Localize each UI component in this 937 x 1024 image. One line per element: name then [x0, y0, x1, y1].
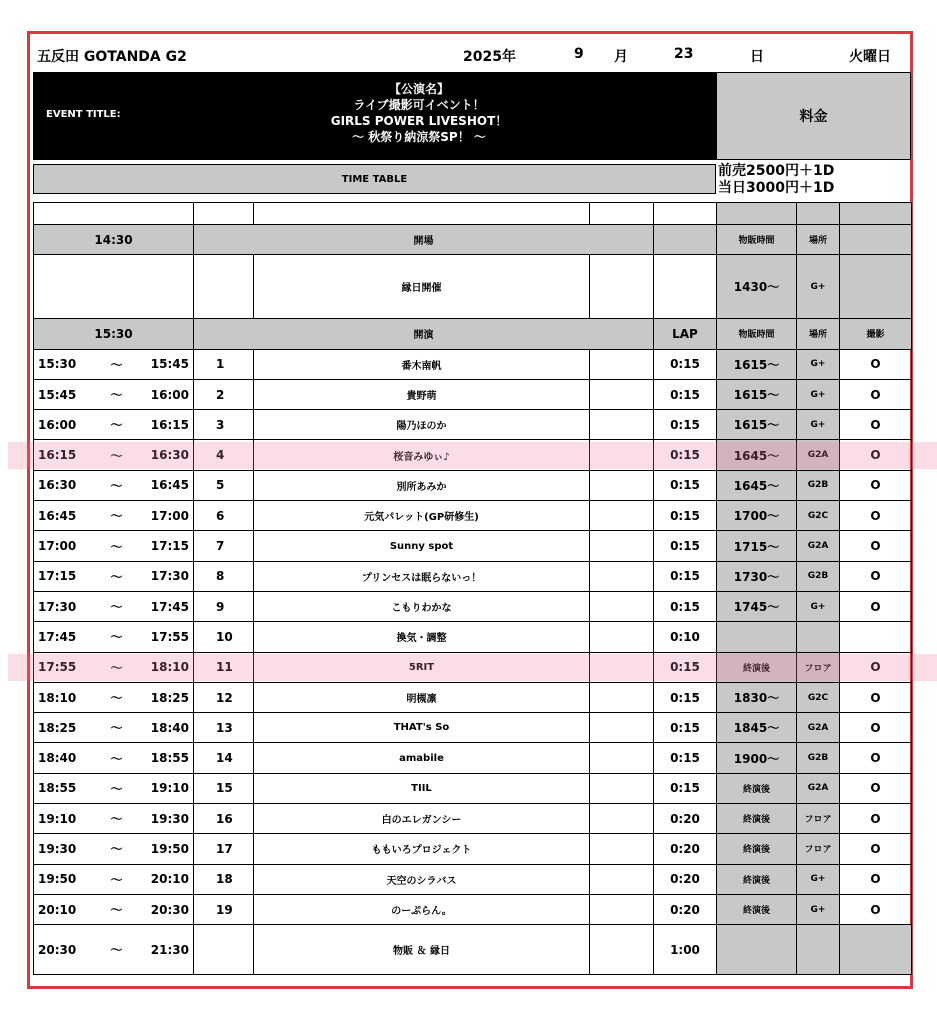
photo-allowed: O: [840, 743, 912, 773]
lap-time: 0:15: [654, 591, 717, 621]
blank-cell: [194, 925, 254, 975]
merch-time: 1830～: [717, 682, 797, 712]
performer-name: 陽乃ほのか: [254, 410, 590, 440]
ennichi-place: G+: [797, 255, 840, 319]
photo-allowed: [840, 622, 912, 652]
photo-allowed: O: [840, 591, 912, 621]
doors-open-time: 14:30: [34, 225, 194, 255]
photo-header: 撮影: [840, 319, 912, 349]
slot-number: 16: [194, 804, 254, 834]
start-time: 19:50: [34, 864, 98, 894]
tilde: ～: [98, 622, 136, 652]
performer-name: こもりわかな: [254, 591, 590, 621]
lap-time: 0:20: [654, 834, 717, 864]
merch-place: G2A: [797, 531, 840, 561]
tilde: ～: [98, 349, 136, 379]
schedule-table: [33, 202, 912, 975]
tilde: ～: [98, 379, 136, 409]
place-header: 場所: [797, 225, 840, 255]
merch-time-header: 物販時間: [717, 319, 797, 349]
spacer-row: [34, 203, 912, 225]
blank-cell: [590, 804, 654, 834]
merch-place: G2C: [797, 682, 840, 712]
performer-name: 白のエレガンシー: [254, 804, 590, 834]
start-time: 16:00: [34, 410, 98, 440]
start-time: 19:30: [34, 834, 98, 864]
day-label: 日: [750, 49, 764, 65]
merch-place: フロア: [797, 804, 840, 834]
tilde: ～: [98, 501, 136, 531]
tilde: ～: [98, 440, 136, 470]
tilde: ～: [98, 743, 136, 773]
merch-time: 終演後: [717, 804, 797, 834]
photo-allowed: O: [840, 501, 912, 531]
photo-allowed: O: [840, 470, 912, 500]
event-title: [194, 81, 644, 145]
lap-time: 0:15: [654, 561, 717, 591]
slot-number: 14: [194, 743, 254, 773]
performer-name: 元気パレット(GP研修生): [254, 501, 590, 531]
performer-name: THAT's So: [254, 713, 590, 743]
performer-name: TIIL: [254, 773, 590, 803]
merch-place: G2B: [797, 561, 840, 591]
end-time: 19:30: [136, 804, 194, 834]
final-row: [34, 925, 912, 975]
start-time: 15:45: [34, 379, 98, 409]
slot-number: 11: [194, 652, 254, 682]
slot-number: 8: [194, 561, 254, 591]
merch-time: 1900～: [717, 743, 797, 773]
schedule-row: [34, 349, 912, 379]
schedule-row: [34, 652, 912, 682]
doors-open-row: [34, 225, 912, 255]
lap-time: 0:20: [654, 804, 717, 834]
start-time: 18:55: [34, 773, 98, 803]
start-time: 15:30: [34, 349, 98, 379]
end-time: 21:30: [136, 925, 194, 975]
slot-number: 7: [194, 531, 254, 561]
event-title-line: 【公演名】: [388, 82, 449, 96]
merch-place: G+: [797, 591, 840, 621]
photo-allowed: O: [840, 864, 912, 894]
blank-cell: [590, 410, 654, 440]
merch-place: フロア: [797, 652, 840, 682]
performer-name: 明槻凛: [254, 682, 590, 712]
weekday-label: 火曜日: [849, 49, 891, 65]
event-title-line: GIRLS POWER LIVESHOT！: [330, 114, 508, 128]
performer-name: 換気・調整: [254, 622, 590, 652]
blank-cell: [717, 925, 797, 975]
merch-time: 1615～: [717, 349, 797, 379]
merch-time: 終演後: [717, 894, 797, 924]
end-time: 17:55: [136, 622, 194, 652]
schedule-row: [34, 622, 912, 652]
merch-place: G2C: [797, 501, 840, 531]
schedule-row: [34, 713, 912, 743]
blank-cell: [590, 864, 654, 894]
lap-time: 0:15: [654, 773, 717, 803]
blank-cell: [590, 349, 654, 379]
slot-number: 12: [194, 682, 254, 712]
merch-place: G2A: [797, 440, 840, 470]
performer-name: 桜音みゆぃ♪: [254, 440, 590, 470]
month-number: 9: [574, 46, 584, 62]
slot-number: 3: [194, 410, 254, 440]
schedule-row: [34, 773, 912, 803]
start-time: 16:30: [34, 470, 98, 500]
blank-cell: [590, 834, 654, 864]
venue-name: 五反田 GOTANDA G2: [37, 49, 187, 65]
photo-allowed: O: [840, 834, 912, 864]
tilde: ～: [98, 652, 136, 682]
merch-time: 終演後: [717, 773, 797, 803]
start-time: 16:45: [34, 501, 98, 531]
tilde: ～: [98, 682, 136, 712]
photo-allowed: O: [840, 440, 912, 470]
performer-name: 貴野萌: [254, 379, 590, 409]
performer-name: のーぷらん。: [254, 894, 590, 924]
tilde: ～: [98, 773, 136, 803]
merch-place: G2A: [797, 713, 840, 743]
tilde: ～: [98, 864, 136, 894]
slot-number: 5: [194, 470, 254, 500]
schedule-row: [34, 470, 912, 500]
schedule-row: [34, 379, 912, 409]
performer-name: Sunny spot: [254, 531, 590, 561]
merch-place: G2A: [797, 773, 840, 803]
performer-name: 別所あみか: [254, 470, 590, 500]
slot-number: 4: [194, 440, 254, 470]
slot-number: 2: [194, 379, 254, 409]
schedule-row: [34, 682, 912, 712]
merch-time: 1615～: [717, 379, 797, 409]
photo-allowed: O: [840, 531, 912, 561]
photo-allowed: O: [840, 894, 912, 924]
performer-name: 番木南帆: [254, 349, 590, 379]
performer-name: 5RIT: [254, 652, 590, 682]
schedule-row: [34, 531, 912, 561]
photo-allowed: O: [840, 804, 912, 834]
lap-header: LAP: [654, 319, 717, 349]
photo-allowed: O: [840, 379, 912, 409]
lap-time: 0:15: [654, 652, 717, 682]
slot-number: 9: [194, 591, 254, 621]
ennichi-row: [34, 255, 912, 319]
slot-number: 15: [194, 773, 254, 803]
blank-cell: [590, 501, 654, 531]
slot-number: 17: [194, 834, 254, 864]
blank-cell: [797, 925, 840, 975]
lap-time: 0:20: [654, 894, 717, 924]
photo-allowed: O: [840, 713, 912, 743]
end-time: 17:15: [136, 531, 194, 561]
timetable-sheet: [33, 37, 911, 985]
schedule-row: [34, 864, 912, 894]
end-time: 17:45: [136, 591, 194, 621]
final-label: 物販 ＆ 縁日: [254, 925, 590, 975]
tilde: ～: [98, 925, 136, 975]
year-label: 2025年: [463, 49, 516, 65]
date-header: [33, 37, 911, 72]
photo-allowed: O: [840, 682, 912, 712]
schedule-row: [34, 743, 912, 773]
performer-name: ももいろプロジェクト: [254, 834, 590, 864]
start-time: 18:10: [34, 682, 98, 712]
tilde: ～: [98, 470, 136, 500]
day-number: 23: [674, 46, 694, 62]
tilde: ～: [98, 531, 136, 561]
start-time: 17:15: [34, 561, 98, 591]
blank-cell: [590, 713, 654, 743]
end-time: 18:25: [136, 682, 194, 712]
merch-place: G+: [797, 410, 840, 440]
start-time: 20:30: [34, 925, 98, 975]
schedule-row: [34, 591, 912, 621]
merch-time: 1615～: [717, 410, 797, 440]
lap-time: 0:15: [654, 440, 717, 470]
performer-name: 天空のシラバス: [254, 864, 590, 894]
schedule-row: [34, 804, 912, 834]
end-time: 18:55: [136, 743, 194, 773]
start-time: 17:55: [34, 652, 98, 682]
performer-name: プリンセスは眠らないっ！: [254, 561, 590, 591]
tilde: ～: [98, 591, 136, 621]
merch-time: 1645～: [717, 470, 797, 500]
end-time: 20:10: [136, 864, 194, 894]
start-time: 17:45: [34, 622, 98, 652]
lap-time: 0:15: [654, 379, 717, 409]
blank-cell: [590, 743, 654, 773]
show-start-row: [34, 319, 912, 349]
merch-time: 終演後: [717, 834, 797, 864]
end-time: 18:40: [136, 713, 194, 743]
slot-number: 18: [194, 864, 254, 894]
merch-time-header: 物販時間: [717, 225, 797, 255]
merch-place: G+: [797, 349, 840, 379]
merch-time: 終演後: [717, 652, 797, 682]
blank-cell: [590, 440, 654, 470]
lap-time: 0:15: [654, 410, 717, 440]
blank-cell: [590, 894, 654, 924]
merch-place: G+: [797, 379, 840, 409]
end-time: 17:00: [136, 501, 194, 531]
merch-time: 1730～: [717, 561, 797, 591]
merch-place: フロア: [797, 834, 840, 864]
start-time: 18:25: [34, 713, 98, 743]
schedule-row: [34, 440, 912, 470]
lap-time: 0:15: [654, 743, 717, 773]
slot-number: 10: [194, 622, 254, 652]
merch-place: G2B: [797, 743, 840, 773]
tilde: ～: [98, 713, 136, 743]
start-time: 18:40: [34, 743, 98, 773]
merch-time: 終演後: [717, 864, 797, 894]
schedule-row: [34, 410, 912, 440]
photo-allowed: O: [840, 410, 912, 440]
event-title-line: ライブ撮影可イベント！: [353, 98, 485, 112]
blank-cell: [590, 379, 654, 409]
end-time: 19:50: [136, 834, 194, 864]
merch-time: 1845～: [717, 713, 797, 743]
blank-cell: [590, 925, 654, 975]
place-header: 場所: [797, 319, 840, 349]
slot-number: 13: [194, 713, 254, 743]
end-time: 20:30: [136, 894, 194, 924]
blank-cell: [590, 470, 654, 500]
merch-time: 1645～: [717, 440, 797, 470]
event-title-label: EVENT TITLE:: [46, 109, 121, 120]
lap-time: 0:10: [654, 622, 717, 652]
lap-time: 0:20: [654, 864, 717, 894]
start-time: 16:15: [34, 440, 98, 470]
blank-cell: [590, 622, 654, 652]
photo-allowed: O: [840, 349, 912, 379]
end-time: 16:15: [136, 410, 194, 440]
end-time: 16:00: [136, 379, 194, 409]
merch-time: [717, 622, 797, 652]
blank-cell: [590, 652, 654, 682]
ennichi-label: 縁日開催: [254, 255, 590, 319]
end-time: 15:45: [136, 349, 194, 379]
merch-time: 1715～: [717, 531, 797, 561]
photo-allowed: O: [840, 561, 912, 591]
show-start-time: 15:30: [34, 319, 194, 349]
end-time: 16:45: [136, 470, 194, 500]
photo-allowed: O: [840, 773, 912, 803]
lap-time: 0:15: [654, 501, 717, 531]
blank-cell: [590, 531, 654, 561]
slot-number: 1: [194, 349, 254, 379]
photo-allowed: O: [840, 652, 912, 682]
schedule-row: [34, 501, 912, 531]
end-time: 17:30: [136, 561, 194, 591]
lap-time: 0:15: [654, 682, 717, 712]
tilde: ～: [98, 804, 136, 834]
show-start-label: 開演: [194, 319, 654, 349]
end-time: 16:30: [136, 440, 194, 470]
lap-time: 1:00: [654, 925, 717, 975]
month-label: 月: [614, 49, 628, 65]
price-info: [718, 160, 911, 202]
schedule-row: [34, 561, 912, 591]
slot-number: 6: [194, 501, 254, 531]
end-time: 18:10: [136, 652, 194, 682]
tilde: ～: [98, 834, 136, 864]
ennichi-merch-time: 1430～: [717, 255, 797, 319]
price-door: 当日3000円＋1D: [718, 180, 835, 196]
event-title-box: [33, 72, 716, 160]
tilde: ～: [98, 894, 136, 924]
end-time: 19:10: [136, 773, 194, 803]
merch-time: 1700～: [717, 501, 797, 531]
lap-time: 0:15: [654, 349, 717, 379]
timetable-header: TIME TABLE: [33, 164, 716, 194]
blank-cell: [590, 561, 654, 591]
lap-time: 0:15: [654, 531, 717, 561]
blank-cell: [840, 925, 912, 975]
merch-place: [797, 622, 840, 652]
merch-time: 1745～: [717, 591, 797, 621]
doors-open-label: 開場: [194, 225, 654, 255]
blank-cell: [590, 682, 654, 712]
schedule-row: [34, 894, 912, 924]
lap-time: 0:15: [654, 470, 717, 500]
blank-cell: [590, 773, 654, 803]
start-time: 20:10: [34, 894, 98, 924]
lap-time: 0:15: [654, 713, 717, 743]
merch-place: G2B: [797, 470, 840, 500]
tilde: ～: [98, 410, 136, 440]
slot-number: 19: [194, 894, 254, 924]
event-title-line: ～ 秋祭り納涼祭SP！ ～: [352, 130, 486, 144]
blank-cell: [590, 591, 654, 621]
schedule-row: [34, 834, 912, 864]
fee-header: 料金: [716, 72, 911, 160]
tilde: ～: [98, 561, 136, 591]
start-time: 19:10: [34, 804, 98, 834]
start-time: 17:30: [34, 591, 98, 621]
price-advance: 前売2500円＋1D: [718, 163, 835, 179]
merch-place: G+: [797, 864, 840, 894]
performer-name: amabile: [254, 743, 590, 773]
start-time: 17:00: [34, 531, 98, 561]
merch-place: G+: [797, 894, 840, 924]
